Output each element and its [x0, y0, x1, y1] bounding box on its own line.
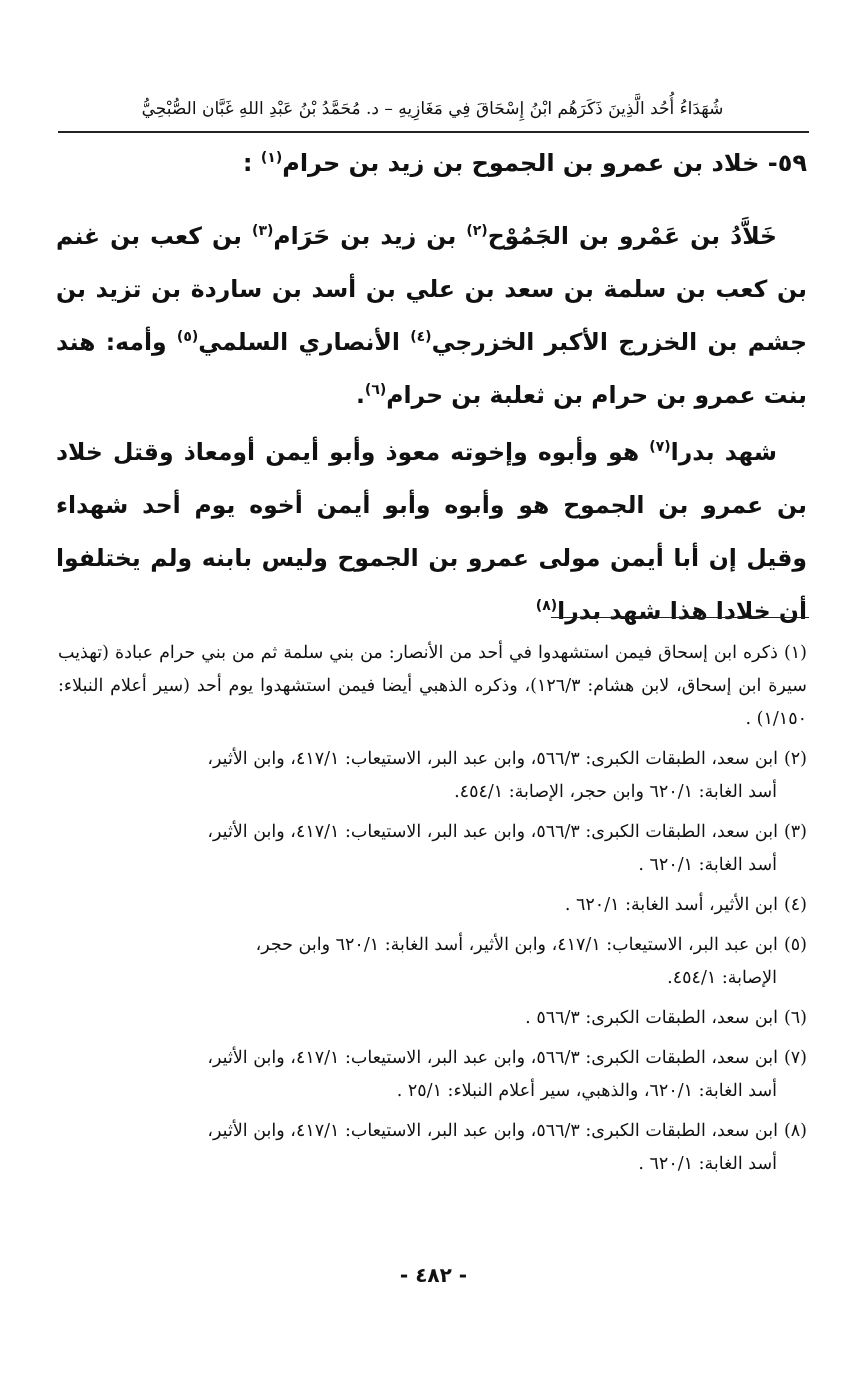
paragraph-lineage — [56, 210, 807, 422]
footnote-text: استشهدوا يوم أحد (سير أعلام النبلاء: ١/١٥٠) . — [58, 676, 807, 729]
footnote-number: (٥) — [783, 935, 807, 955]
page-number: - ٤٨٢ - — [399, 1263, 468, 1287]
footnote-ref[interactable]: (٥) — [176, 329, 199, 346]
footnote-ref[interactable]: (٢) — [466, 223, 488, 240]
running-header: شُهَدَاءُ أُحُد الَّذِينَ ذَكَرَهُم ابْنُ إِسْحَاقَ فِي مَغَازِيهِ – د. مُحَمَّدُ بْنُ عَبْدِ اللهِ غَبَّان الصُّبْحِيُّ — [141, 99, 724, 119]
footnote-item — [58, 929, 807, 995]
footnote-ref[interactable]: (٦) — [364, 382, 387, 399]
footnote-text: ابن سعد، الطبقات الكبرى: ٥٦٦/٣، وابن عبد البر، الاستيعاب: ٤١٧/١، وابن الأثير، — [207, 822, 778, 842]
footnote-ref[interactable]: (٨) — [535, 598, 558, 615]
footnote-item — [58, 816, 807, 882]
footnote-number: (٢) — [783, 749, 807, 769]
footnote-number: (٨) — [783, 1121, 807, 1141]
footnote-text: ابن الأثير، أسد الغابة: ٦٢٠/١ . — [564, 895, 778, 915]
text-run: الأنصاري السلمي — [198, 328, 411, 356]
section-title — [58, 146, 807, 180]
header-rule — [58, 131, 809, 133]
text-run: بن كعب بن غنم بن كعب بن سلمة بن سعد بن علي بن أسد بن ساردة بن تزيد بن جشم بن الخزرج الأكبر الخزرجي — [56, 222, 808, 356]
footnote-ref[interactable]: (٣) — [252, 223, 274, 240]
footnote-number: (٦) — [783, 1008, 807, 1028]
footnote-text: ذكره ابن إسحاق فيمن استشهدوا في أحد من الأنصار: من بني سلمة ثم من بني حرام عبادة (تهذيب سيرة ابن إسحاق، لابن هشام: ١٢٦/٣)، وذكره الذهبي أيضا فيمن — [58, 643, 807, 696]
section-title-suffix: : — [242, 149, 261, 177]
footnote-rule — [551, 617, 809, 618]
footnote-item — [58, 1042, 807, 1108]
footnote-text: أسد الغابة: ٦٢٠/١ . — [638, 855, 777, 875]
footnote-item — [58, 743, 807, 809]
footnote-text: ابن عبد البر، الاستيعاب: ٤١٧/١، وابن الأثير، أسد الغابة: ٦٢٠/١ وابن حجر، — [255, 935, 778, 955]
footnote-item — [58, 889, 807, 922]
text-run: هو وأبوه وإخوته معوذ وأبو أيمن أومعاذ وقتل خلاد بن عمرو بن الجموح هو وأبوه وأبو أيمن أخوه يوم أحد شهداء وقيل إن أبا أيمن مولى عمرو بن الجموح وليس بابنه ولم يختلفوا أن خلادا هذا شهد بدرا — [56, 438, 807, 625]
footnote-number: (٤) — [783, 895, 807, 915]
footnote-text: ابن سعد، الطبقات الكبرى: ٥٦٦/٣، وابن عبد البر، الاستيعاب: ٤١٧/١، وابن الأثير، — [207, 1121, 778, 1141]
text-run: خَلاَّدُ بن عَمْرو بن الجَمُوْح — [487, 222, 777, 250]
text-run: شهد بدرا — [670, 438, 777, 466]
text-run: وأمه: هند بنت عمرو بن حرام بن ثعلبة بن حرام — [56, 328, 807, 409]
paragraph-biography — [56, 426, 807, 638]
text-run: . — [355, 381, 365, 409]
footnote-text: ابن سعد، الطبقات الكبرى: ٥٦٦/٣، وابن عبد البر، الاستيعاب: ٤١٧/١، وابن الأثير، — [207, 1048, 778, 1068]
footnote-item — [58, 1115, 807, 1181]
footnote-text: أسد الغابة: ٦٢٠/١ . — [638, 1154, 777, 1174]
footnote-number: (٣) — [783, 822, 807, 842]
footnote-item — [58, 637, 807, 736]
footnote-text: أسد الغابة: ٦٢٠/١ وابن حجر، الإصابة: ٤٥٤/١. — [454, 782, 777, 802]
footnote-text: ابن سعد، الطبقات الكبرى: ٥٦٦/٣، وابن عبد البر، الاستيعاب: ٤١٧/١، وابن الأثير، — [207, 749, 778, 769]
text-run: بن زيد بن حَرَام — [273, 222, 467, 250]
footnote-ref[interactable]: (١) — [260, 150, 283, 166]
footnote-ref[interactable]: (٧) — [649, 439, 671, 456]
footnote-number: (٧) — [783, 1048, 807, 1068]
body-text — [56, 210, 807, 638]
footnote-item — [58, 1002, 807, 1035]
footnote-ref[interactable]: (٤) — [410, 329, 432, 346]
footnote-text: أسد الغابة: ٦٢٠/١، والذهبي، سير أعلام النبلاء: ٢٥/١ . — [396, 1081, 777, 1101]
section-title-text: ٥٩- خلاد بن عمرو بن الجموح بن زيد بن حرام — [282, 149, 807, 177]
footnotes — [58, 637, 807, 1188]
footnote-text: الإصابة: ٤٥٤/١. — [667, 968, 777, 988]
footnote-text: ابن سعد، الطبقات الكبرى: ٥٦٦/٣ . — [525, 1008, 778, 1028]
footnote-number: (١) — [783, 643, 807, 663]
